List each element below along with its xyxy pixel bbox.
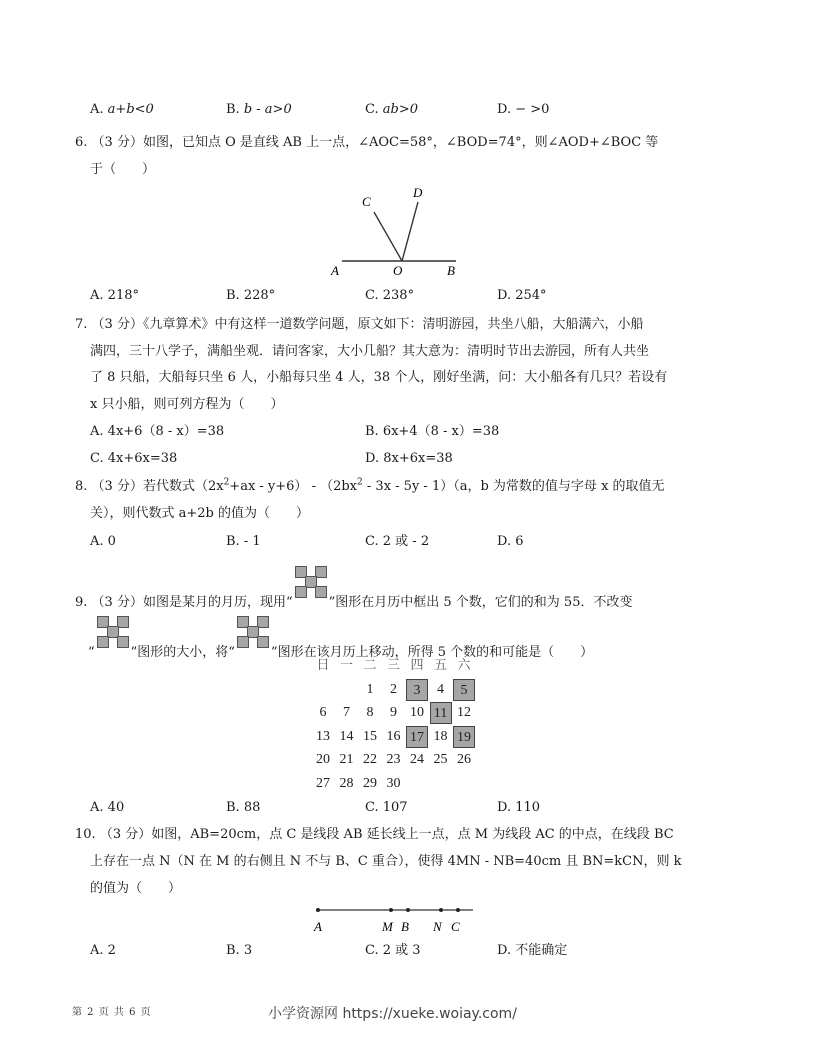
q6-option-b: B. 228° — [226, 288, 276, 303]
ray-od — [402, 202, 418, 261]
calendar-day: 27 — [316, 775, 330, 791]
calendar-day: 30 — [386, 775, 401, 791]
point-a — [316, 908, 320, 912]
label-a: A — [314, 919, 322, 934]
calendar-day: 15 — [363, 728, 377, 744]
label-m: M — [382, 919, 393, 934]
q6-stem-line1: 6. （3 分）如图，已知点 O 是直线 AB 上一点，∠AOC=58°，∠BOD=74°，则∠AOD+∠BOC 等 — [75, 135, 659, 150]
calendar-day: 25 — [433, 752, 448, 767]
q8-option-a: A. 0 — [90, 534, 116, 549]
calendar-day: 18 — [433, 728, 448, 744]
calendar-day: 12 — [457, 705, 471, 720]
calendar-day-highlighted: 11 — [430, 702, 452, 724]
q7-stem-line4: x 只小船，则可列方程为（ ） — [90, 397, 284, 412]
q10-option-b: B. 3 — [226, 943, 253, 958]
label-n: N — [433, 919, 442, 934]
q8-stem-line2: 关），则代数式 a+2b 的值为（ ） — [90, 506, 310, 521]
q7-stem-line1: 7. （3 分）《九章算术》中有这样一道数学问题，原文如下：清明游园，共坐八船，大船满六，小船 — [75, 317, 644, 332]
q6-stem-line2: 于（ ） — [90, 162, 156, 177]
calendar-weekday: 二 — [363, 658, 377, 673]
label-c: C — [451, 919, 460, 934]
q8-option-d: D. 6 — [497, 534, 524, 549]
point-n — [439, 908, 443, 912]
calendar-weekday: 一 — [339, 658, 353, 673]
page-number: 第 2 页 共 6 页 — [72, 1007, 152, 1018]
q9-stem-line2: “ ”图形的大小，将“ ”图形在该月历上移动，所得 5 个数的和可能是（ ） — [88, 628, 593, 662]
q7-option-c: C. 4x+6x=38 — [90, 451, 178, 466]
point-c — [456, 908, 460, 912]
calendar-day: 22 — [363, 752, 377, 767]
calendar-day: 21 — [339, 752, 354, 767]
label-a: A — [331, 263, 339, 278]
calendar-day-highlighted: 17 — [406, 726, 428, 748]
calendar-day: 29 — [363, 775, 377, 791]
q5-option-c: C. ab>0 — [365, 102, 419, 117]
q6-option-d: D. 254° — [497, 288, 547, 303]
calendar-day: 20 — [316, 752, 330, 767]
calendar-day: 7 — [343, 705, 350, 720]
calendar-day: 6 — [319, 705, 327, 720]
calendar-day: 9 — [390, 705, 397, 720]
q5-option-b: B. b - a>0 — [226, 102, 292, 117]
calendar-day: 26 — [457, 752, 471, 767]
q7-stem-line3: 了 8 只船，大船每只坐 6 人，小船每只坐 4 人，38 个人，刚好坐满，问：大小船各有几只？若设有 — [90, 370, 668, 385]
q7-option-b: B. 6x+4（8 - x）=38 — [365, 424, 500, 439]
q7-option-a: A. 4x+6（8 - x）=38 — [90, 424, 225, 439]
q10-segment-figure — [305, 900, 485, 940]
label-b: B — [447, 263, 455, 278]
calendar-day: 28 — [339, 775, 354, 791]
q7-stem-line2: 满四，三十八学子，满船坐观．请问客家，大小几船？其大意为：清明时节出去游园，所有人共坐 — [90, 344, 650, 359]
q10-stem-line2: 上存在一点 N（N 在 M 的右侧且 N 不与 B、C 重合），使得 4MN - NB=40cm 且 BN=kCN，则 k — [90, 854, 682, 869]
q6-angle-figure — [325, 182, 470, 280]
q6-option-c: C. 238° — [365, 288, 415, 303]
calendar-day-highlighted: 19 — [453, 726, 475, 748]
q8-option-b: B. - 1 — [226, 534, 261, 549]
q5-option-a: A. a+b<0 — [90, 102, 154, 117]
calendar-day: 2 — [390, 681, 397, 697]
calendar-weekday: 三 — [386, 658, 400, 673]
q5-option-d: D. − >0 — [497, 102, 550, 117]
calendar-day: 1 — [366, 681, 374, 697]
label-c: C — [362, 194, 371, 209]
calendar-day: 13 — [316, 728, 330, 744]
label-b: B — [401, 919, 409, 934]
calendar-weekday: 日 — [316, 658, 330, 673]
q9-option-b: B. 88 — [226, 800, 261, 815]
calendar-weekday: 五 — [433, 658, 447, 673]
q10-stem-line1: 10. （3 分）如图，AB=20cm，点 C 是线段 AB 延长线上一点，点 M 为线段 AC 的中点，在线段 BC — [75, 827, 674, 842]
calendar-weekday: 六 — [457, 658, 471, 673]
calendar-day: 8 — [366, 705, 374, 720]
calendar-day: 4 — [437, 681, 444, 697]
point-b — [406, 908, 410, 912]
ray-oc — [374, 212, 402, 261]
calendar-day-highlighted: 3 — [406, 679, 428, 701]
q8-stem-line1: 8. （3 分）若代数式$(2x^2+ax - y+6) - (2bx^2 - 3x - 5y - 1)(a$，b 为常数的值与字母 x 的取值无 — [75, 477, 665, 494]
q10-option-a: A. 2 — [90, 943, 116, 958]
q9-stem-line1: 9. （3 分）如图是某月的月历，现用“ ”图形在月历中框出 5 个数，它们的和为 55．不改变 — [75, 578, 632, 612]
q7-option-d: D. 8x+6x=38 — [365, 451, 453, 466]
q10-option-c: C. 2 或 3 — [365, 943, 421, 958]
calendar-weekday: 四 — [410, 658, 424, 673]
q10-option-d: D. 不能确定 — [497, 943, 568, 958]
q10-stem-line3: 的值为（ ） — [90, 881, 182, 896]
calendar-day: 23 — [386, 752, 401, 767]
point-m — [389, 908, 393, 912]
q8-option-c: C. 2 或 - 2 — [365, 534, 430, 549]
q9-option-a: A. 40 — [90, 800, 125, 815]
calendar-day-highlighted: 5 — [453, 679, 475, 701]
q9-option-c: C. 107 — [365, 800, 408, 815]
calendar-day: 14 — [339, 728, 354, 744]
q6-option-a: A. 218° — [90, 288, 139, 303]
watermark: 小学资源网 https://xueke.woiay.com/ — [268, 1006, 517, 1022]
x-pattern-icon — [237, 628, 269, 660]
calendar-day: 24 — [410, 752, 424, 767]
x-pattern-icon — [295, 578, 327, 610]
x-pattern-icon — [97, 628, 129, 660]
calendar-day: 16 — [386, 728, 401, 744]
label-o: O — [393, 263, 403, 278]
q9-option-d: D. 110 — [497, 800, 541, 815]
calendar-day: 10 — [410, 705, 424, 720]
label-d: D — [413, 185, 423, 200]
